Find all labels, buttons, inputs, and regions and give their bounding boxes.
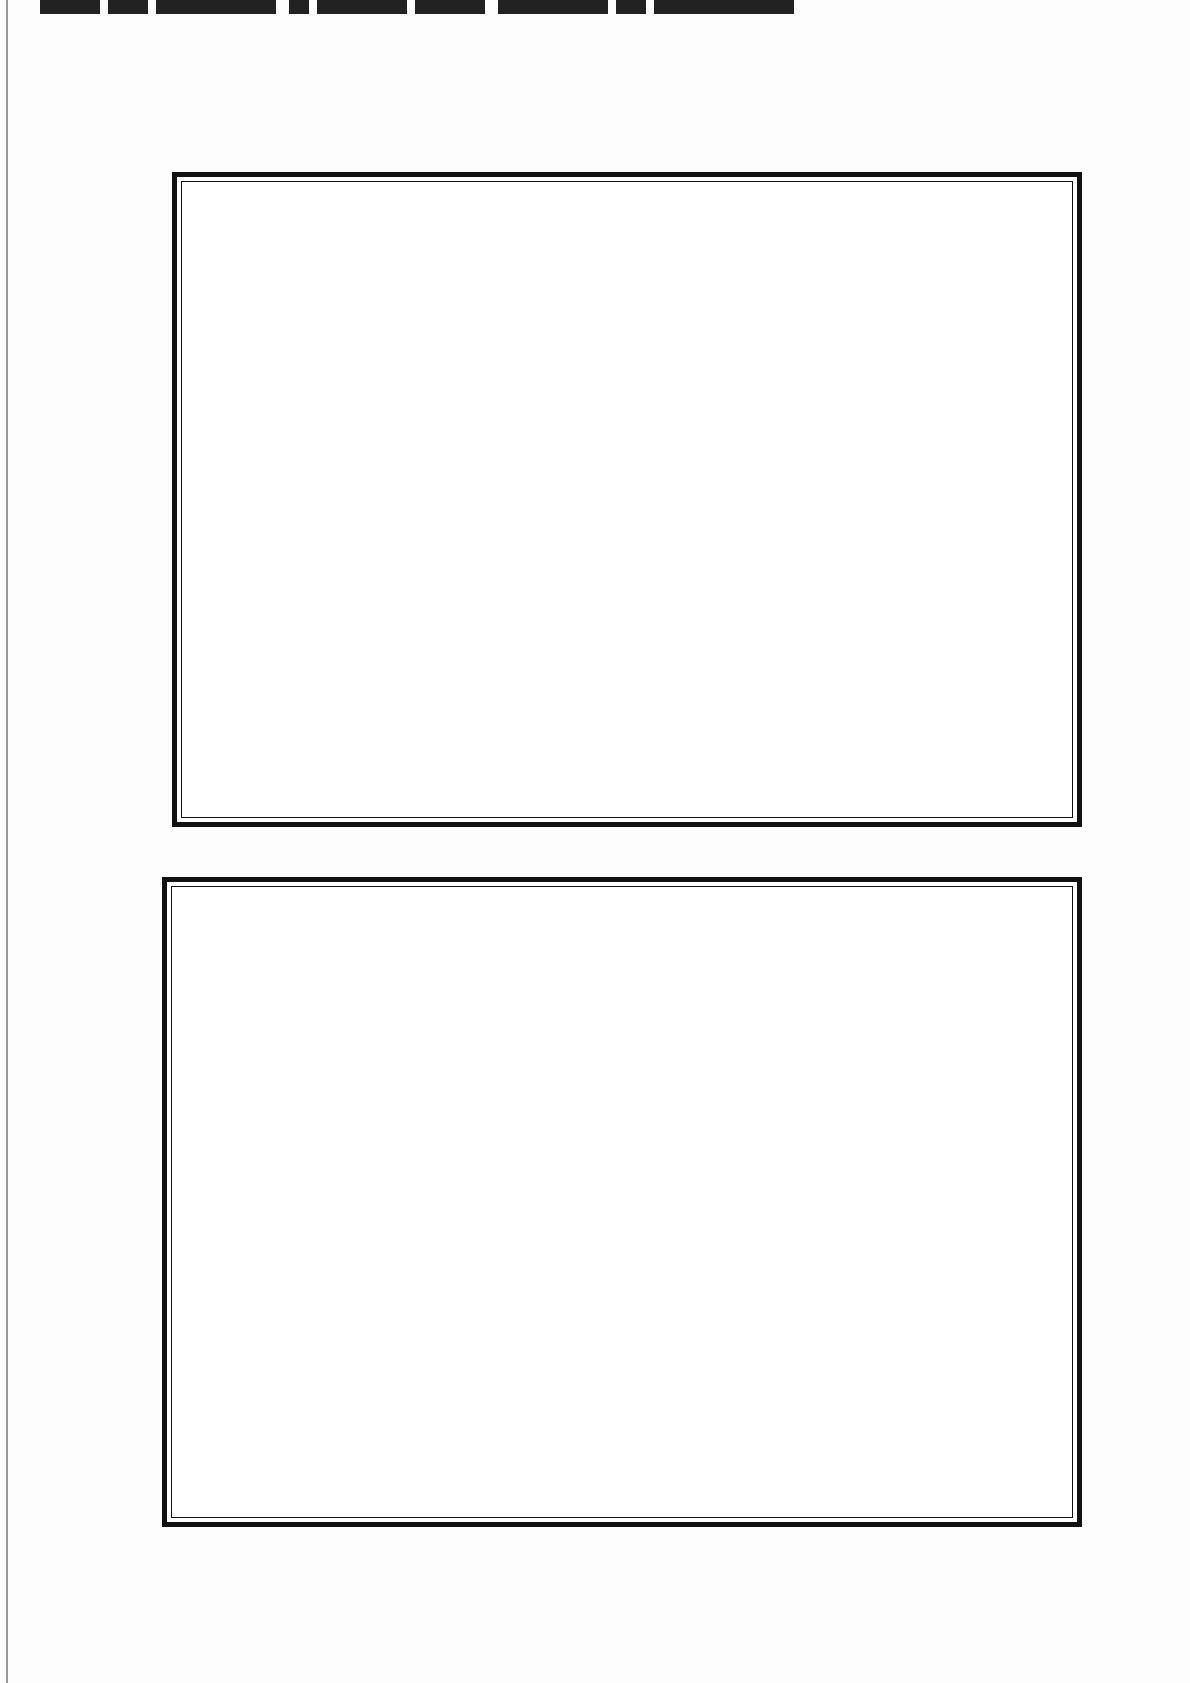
bottom-page-panel	[162, 877, 1082, 1527]
top-page-frame	[181, 181, 1073, 818]
bottom-page-frame	[171, 886, 1073, 1518]
top-page-panel	[172, 172, 1082, 827]
top-columns	[182, 182, 1072, 817]
cropped-top-text	[40, 0, 940, 20]
bottom-columns	[172, 887, 1072, 1517]
scan-left-edge	[6, 0, 8, 1683]
